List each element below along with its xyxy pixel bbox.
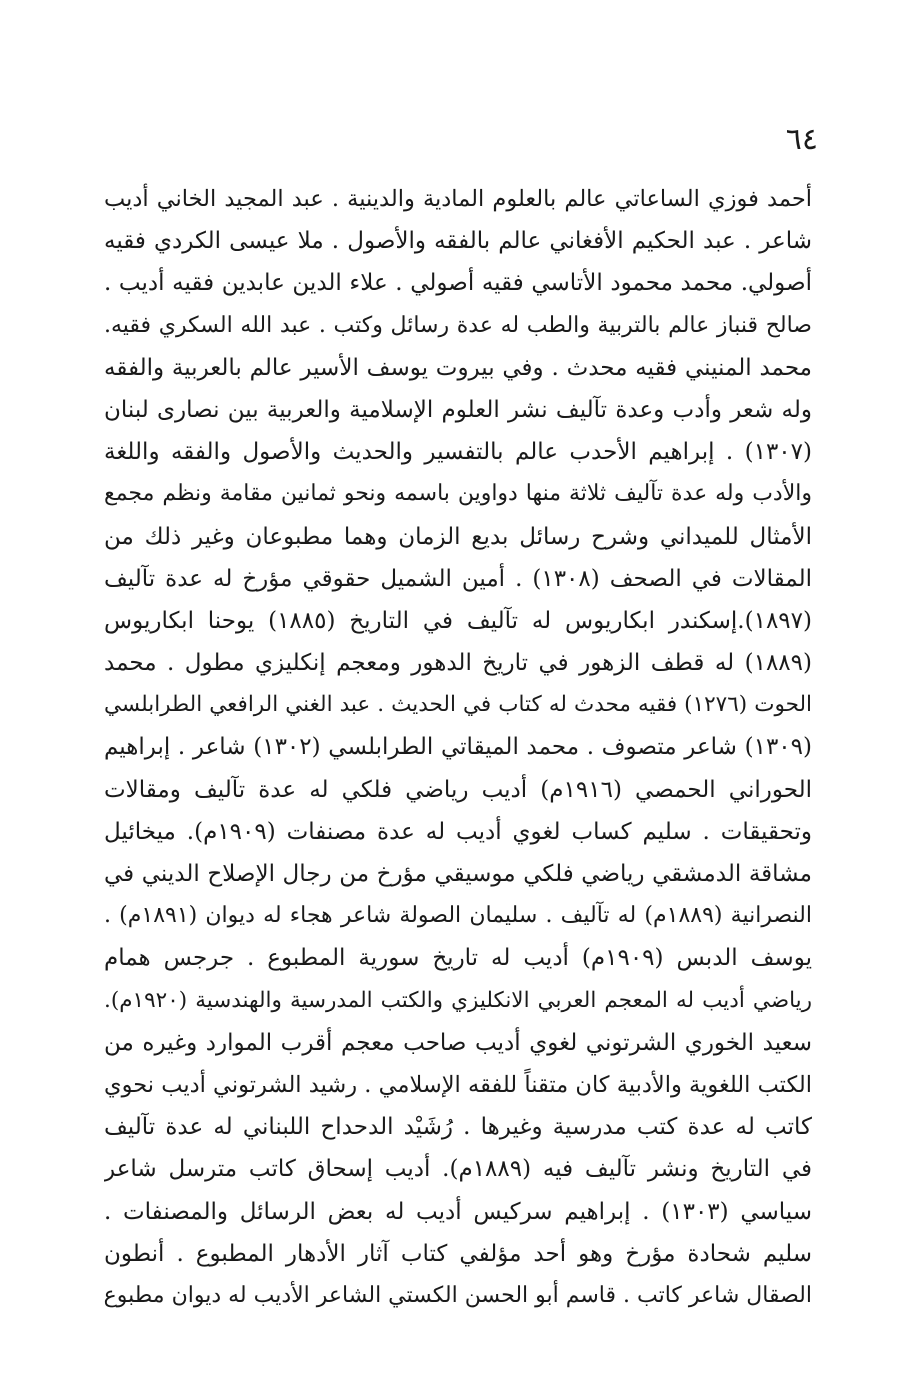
text-line: الحوت (١٢٧٦) فقيه محدث له كتاب في الحديث . عبد الغني الرافعي الطرابلسي <box>104 692 812 718</box>
text-line: النصرانية (١٨٨٩م) له تآليف . سليمان الصولة شاعر هجاء له ديوان (١٨٩١م) . <box>104 903 812 929</box>
text-line: (١٨٩٧).إسكندر ابكاريوس له تآليف في التاريخ (١٨٨٥) يوحنا ابكاريوس <box>104 607 812 634</box>
text-line: الحوراني الحمصي (١٩١٦م) أديب رياضي فلكي له عدة تآليف ومقالات <box>104 776 812 803</box>
text-line: يوسف الدبس (١٩٠٩م) أديب له تاريخ سورية المطبوع . جرجس همام <box>104 945 812 972</box>
text-line: رياضي أديب له المعجم العربي الانكليزي والكتب المدرسية والهندسية (١٩٢٠م). <box>104 987 812 1013</box>
text-line: وتحقيقات . سليم كساب لغوي أديب له عدة مصنفات (١٩٠٩م). ميخائيل <box>104 818 812 845</box>
text-line: كاتب له عدة كتب مدرسية وغيرها . رُشَيْد الدحداح اللبناني له عدة تآليف <box>104 1114 812 1141</box>
text-line: سياسي (١٣٠٣) . إبراهيم سركيس أديب له بعض الرسائل والمصنفات . <box>104 1198 812 1225</box>
text-line: شاعر . عبد الحكيم الأفغاني عالم بالفقه والأصول . ملا عيسى الكردي فقيه <box>104 228 812 255</box>
text-line: الصقال شاعر كاتب . قاسم أبو الحسن الكستي الشاعر الأديب له ديوان مطبوع <box>104 1282 812 1308</box>
page-number: ٦٤ <box>785 122 818 157</box>
text-line: (١٣٠٩) شاعر متصوف . محمد الميقاتي الطرابلسي (١٣٠٢) شاعر . إبراهيم <box>104 734 812 761</box>
text-line: أصولي. محمد محمود الأتاسي فقيه أصولي . علاء الدين عابدين فقيه أديب . <box>104 270 812 297</box>
text-line: (١٣٠٧) . إبراهيم الأحدب عالم بالتفسير والحديث والأصول والفقه واللغة <box>104 439 812 466</box>
text-line: وله شعر وأدب وعدة تآليف نشر العلوم الإسلامية والعربية بين نصارى لبنان <box>104 396 812 423</box>
text-line: (١٨٨٩) له قطف الزهور في تاريخ الدهور ومعجم إنكليزي مطول . محمد <box>104 650 812 677</box>
text-line: أحمد فوزي الساعاتي عالم بالعلوم المادية والدينية . عبد المجيد الخاني أديب <box>104 186 812 212</box>
body-text <box>104 178 812 1317</box>
text-line: الكتب اللغوية والأدبية كان متقناً للفقه الإسلامي . رشيد الشرتوني أديب نحوي <box>104 1071 812 1098</box>
text-line: والأدب وله عدة تآليف ثلاثة منها دواوين باسمه ونحو ثمانين مقامة ونظم مجمع <box>104 481 812 507</box>
text-line: سليم شحادة مؤرخ وهو أحد مؤلفي كتاب آثار الأدهار المطبوع . أنطون <box>104 1240 812 1267</box>
text-line: المقالات في الصحف (١٣٠٨) . أمين الشميل حقوقي مؤرخ له عدة تآليف <box>104 565 812 592</box>
text-line: محمد المنيني فقيه محدث . وفي بيروت يوسف الأسير عالم بالعربية والفقه <box>104 354 812 381</box>
text-line: صالح قنباز عالم بالتربية والطب له عدة رسائل وكتب . عبد الله السكري فقيه. <box>104 312 812 338</box>
text-line: في التاريخ ونشر تآليف فيه (١٨٨٩م). أديب إسحاق كاتب مترسل شاعر <box>104 1156 812 1183</box>
text-line: سعيد الخوري الشرتوني لغوي أديب صاحب معجم أقرب الموارد وغيره من <box>104 1029 812 1056</box>
text-line: مشاقة الدمشقي رياضي فلكي موسيقي مؤرخ من رجال الإصلاح الديني في <box>104 861 812 887</box>
text-line: الأمثال للميداني وشرح رسائل بديع الزمان وهما مطبوعان وغير ذلك من <box>104 523 812 550</box>
